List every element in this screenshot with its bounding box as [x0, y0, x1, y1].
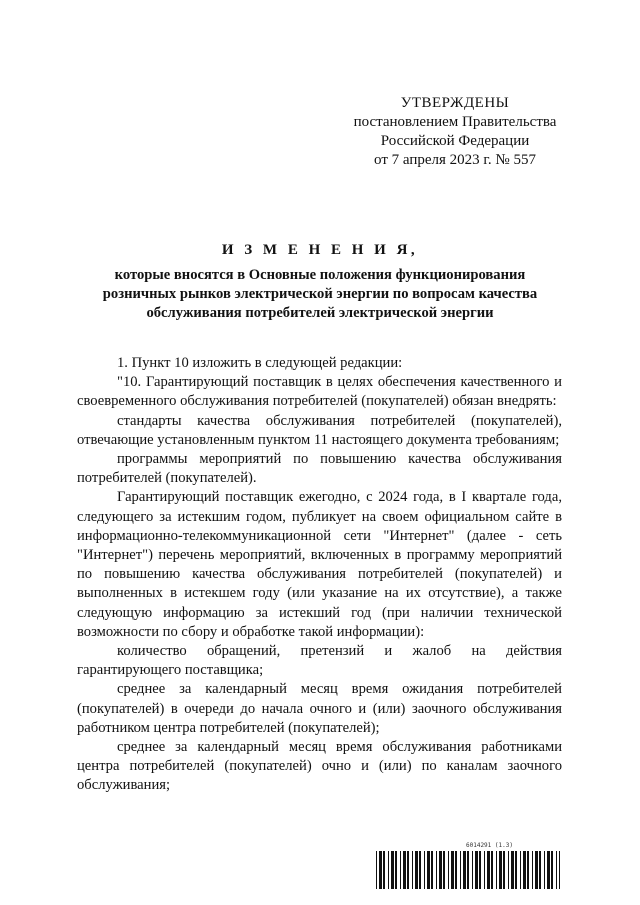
- approval-line-resolution: постановлением Правительства: [353, 114, 557, 130]
- document-subtitle: которые вносятся в Основные положения функционирования розничных рынков электрической энергии по вопросам качества обслуживания потребителей электрической энергии: [102, 267, 538, 321]
- body-paragraph: стандарты качества обслуживания потребителей (покупателей), отвечающие установленным пунктом 11 настоящего документа требованиям;: [77, 412, 562, 448]
- body-paragraph: "10. Гарантирующий поставщик в целях обеспечения качественного и своевременного обслуживания потребителей (покупателей) обязан внедрять:: [77, 374, 562, 410]
- body-paragraph: среднее за календарный месяц время ожидания потребителей (покупателей) в очереди до начала очного и (или) заочного обслуживания работником центра потребителей (покупателей);: [77, 681, 562, 736]
- approval-heading: УТВЕРЖДЕНЫ: [400, 95, 510, 111]
- body-paragraph: программы мероприятий по повышению качества обслуживания потребителей (покупателей).: [77, 451, 562, 487]
- barcode-block: [376, 842, 560, 892]
- approval-line-date-number: от 7 апреля 2023 г. № 557: [374, 152, 536, 168]
- document-body: [77, 354, 562, 796]
- barcode-number: 6014291 (1.3): [466, 842, 513, 849]
- approval-block: [330, 94, 580, 170]
- body-paragraph: Гарантирующий поставщик ежегодно, с 2024 года, в I квартале года, следующего за истекшим годом, публикует на своем официальном сайте в информационно-телекоммуникационной сети "Интернет" (далее - сеть "Интернет") перечень мероприятий, включенных в программу мероприятий по повышению качества обслуживания потребителей (покупателей) и выполненных в истекшем году (или указание на их отсутствие), а также следующую информацию за истекший год (при наличии технической возможности по сбору и обработке такой информации):: [77, 489, 562, 640]
- body-paragraph: 1. Пункт 10 изложить в следующей редакции:: [117, 355, 403, 371]
- approval-line-government: Российской Федерации: [380, 133, 530, 149]
- barcode-icon: [376, 851, 560, 889]
- body-paragraph: количество обращений, претензий и жалоб на действия гарантирующего поставщика;: [77, 643, 562, 679]
- document-title: И З М Е Н Е Н И Я,: [221, 242, 419, 258]
- body-paragraph: среднее за календарный месяц время обслуживания работниками центра потребителей (покупателей) очно и (или) по каналам заочного обслуживания;: [77, 739, 562, 794]
